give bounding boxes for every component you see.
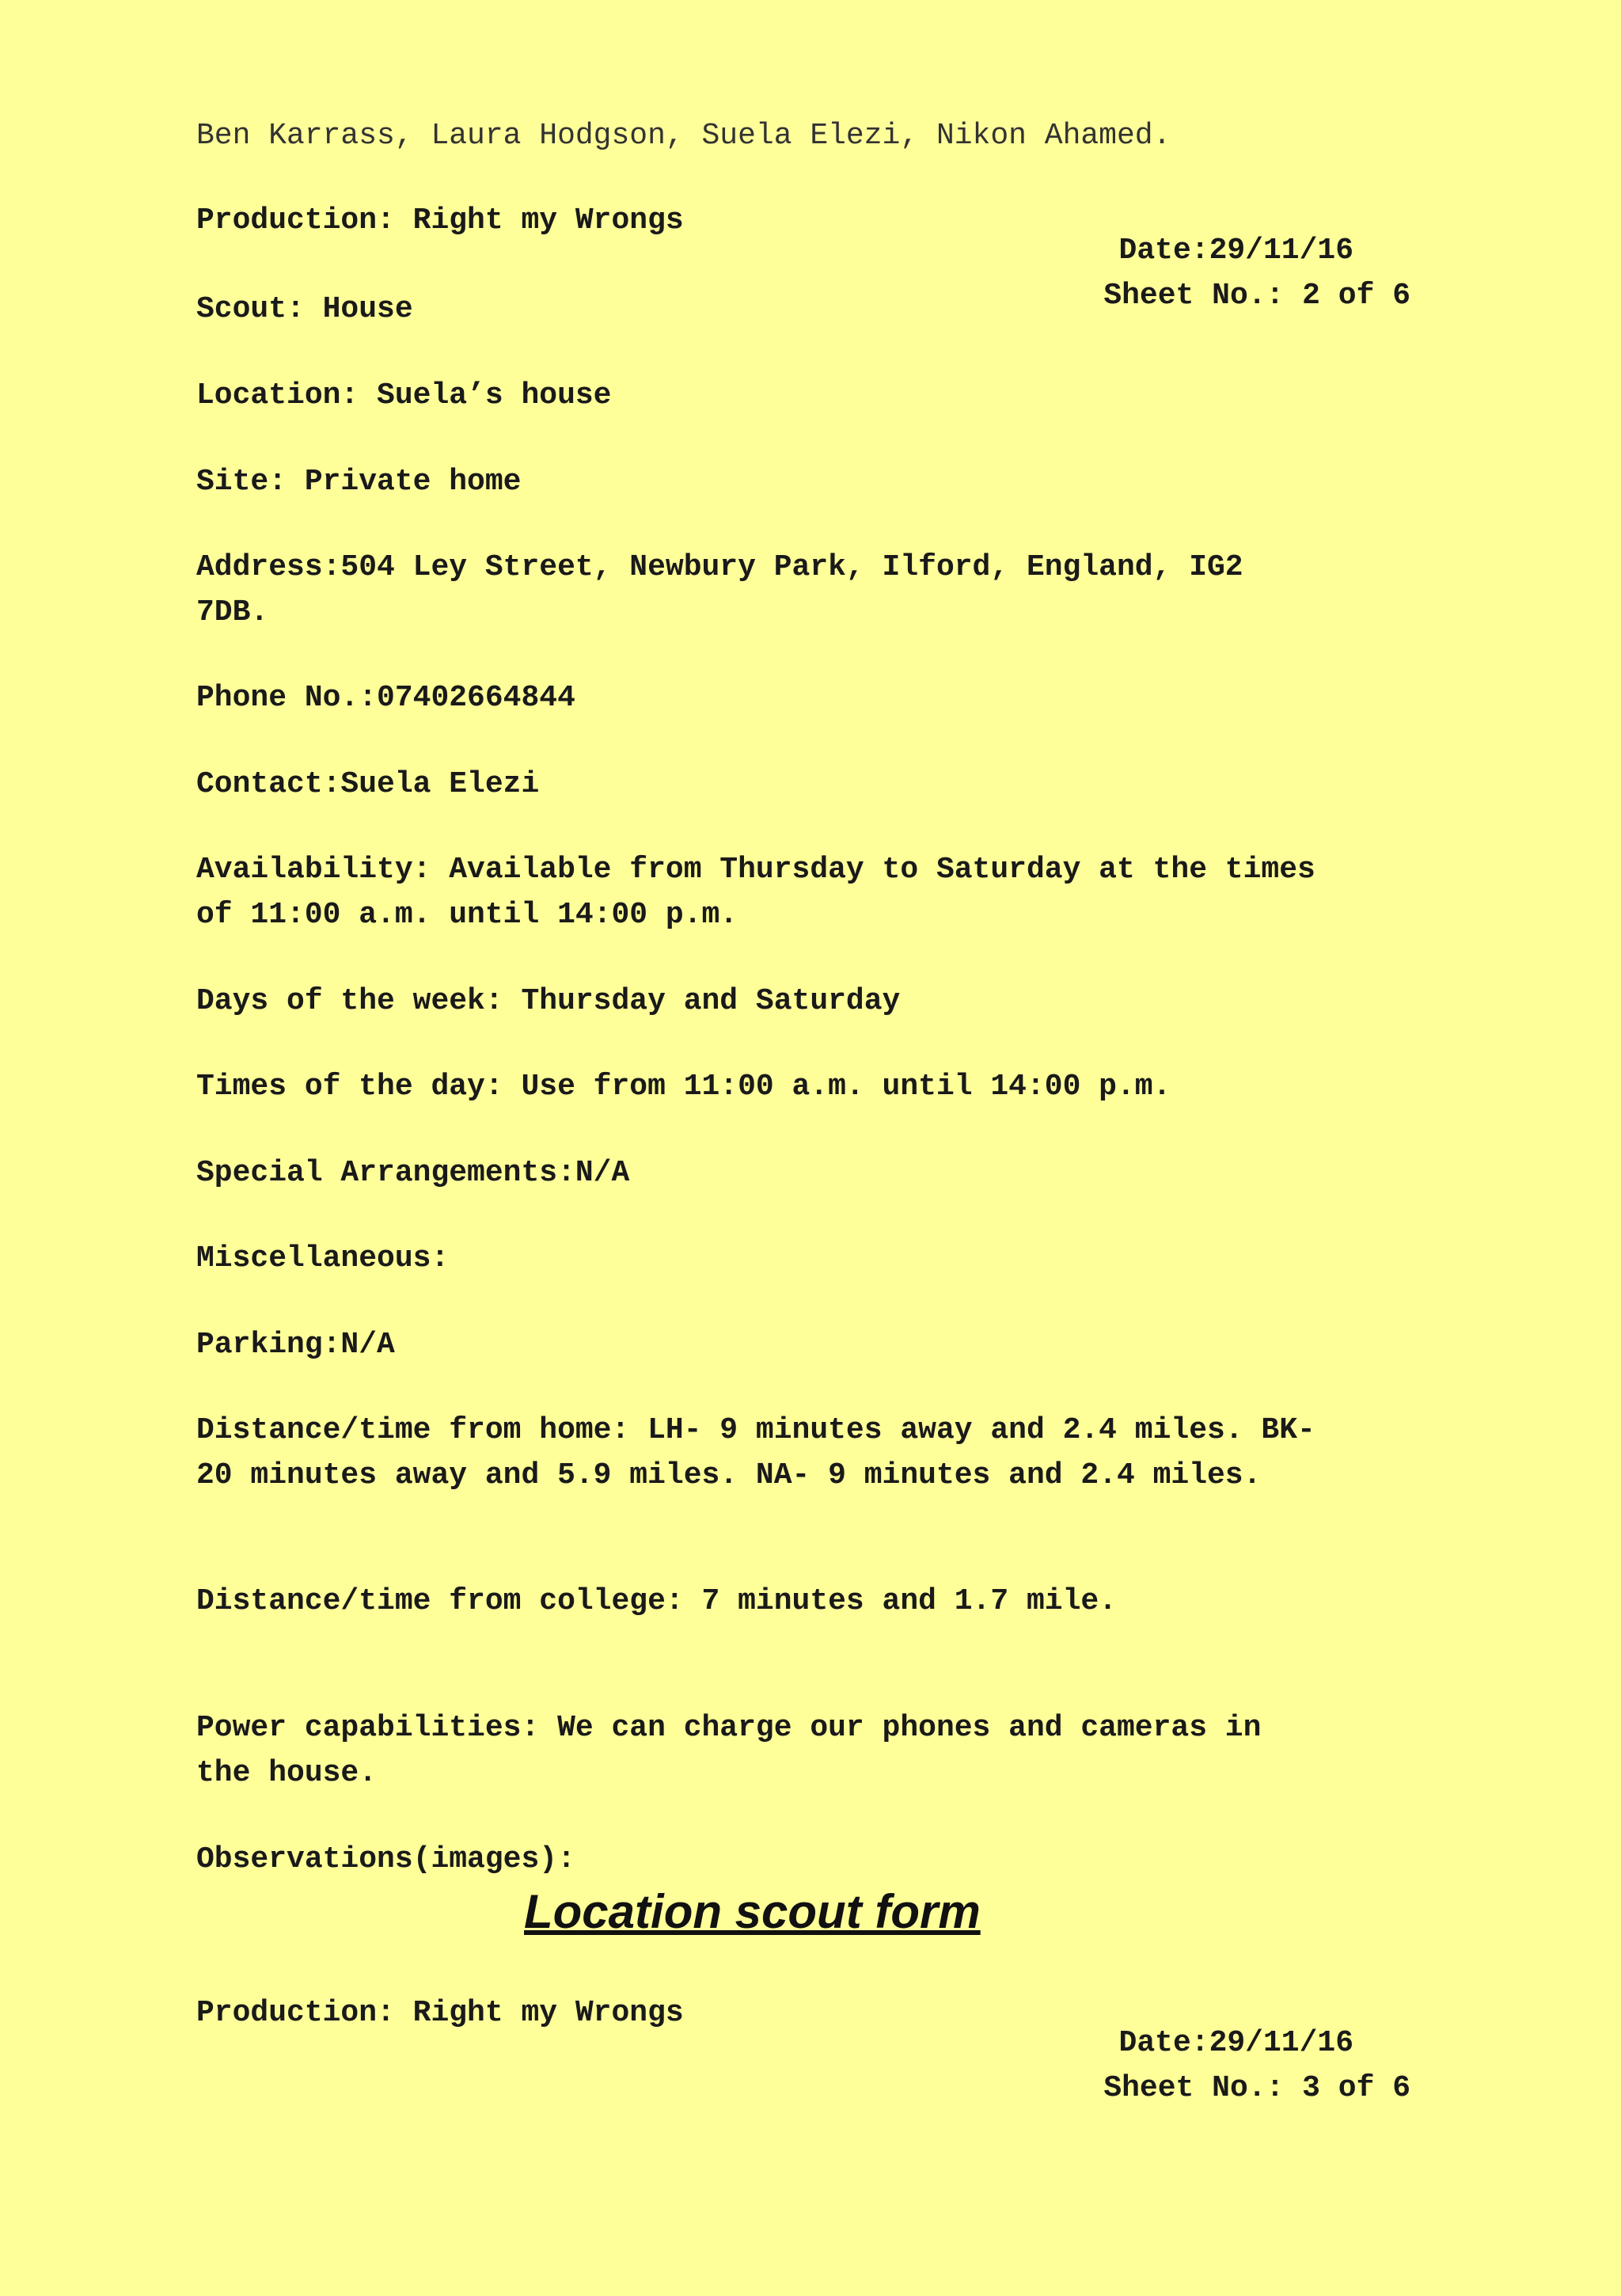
miscellaneous-field: Miscellaneous: [196,1241,450,1275]
distance-home-field-line1: Distance/time from home: LH- 9 minutes away and 2.4 miles. BK- [196,1413,1315,1447]
form-title: Location scout form [524,1885,981,1938]
availability-field-line2: of 11:00 a.m. until 14:00 p.m. [196,898,738,932]
phone-field: Phone No.:07402664844 [196,681,575,715]
power-field-line2: the house. [196,1756,378,1790]
parking-field: Parking:N/A [196,1328,395,1362]
date-field-sheet3: Date:29/11/16 [1118,2026,1353,2060]
observations-field: Observations(images): [196,1842,575,1876]
location-field: Location: Suela’s house [196,378,612,412]
sheet-number-field: Sheet No.: 2 of 6 [1103,279,1410,313]
special-arrangements-field: Special Arrangements:N/A [196,1156,630,1190]
scout-field: Scout: House [196,292,413,326]
sheet-number-field-sheet3: Sheet No.: 3 of 6 [1103,2071,1410,2105]
address-field-line1: Address:504 Ley Street, Newbury Park, Ilford, England, IG2 [196,550,1243,584]
power-field-line1: Power capabilities: We can charge our phones and cameras in [196,1711,1262,1745]
production-field-sheet3: Production: Right my Wrongs [196,1996,684,2030]
authors-line: Ben Karrass, Laura Hodgson, Suela Elezi, Nikon Ahamed. [196,119,1171,153]
times-field: Times of the day: Use from 11:00 a.m. until 14:00 p.m. [196,1070,1171,1104]
days-field: Days of the week: Thursday and Saturday [196,984,901,1018]
site-field: Site: Private home [196,465,522,499]
address-field-line2: 7DB. [196,595,269,629]
distance-college-field: Distance/time from college: 7 minutes and 1.7 mile. [196,1584,1117,1618]
contact-field: Contact:Suela Elezi [196,767,540,801]
production-field: Production: Right my Wrongs [196,203,684,238]
availability-field-line1: Availability: Available from Thursday to Saturday at the times [196,853,1315,887]
distance-home-field-line2: 20 minutes away and 5.9 miles. NA- 9 minutes and 2.4 miles. [196,1458,1262,1492]
date-field: Date:29/11/16 [1118,234,1353,268]
